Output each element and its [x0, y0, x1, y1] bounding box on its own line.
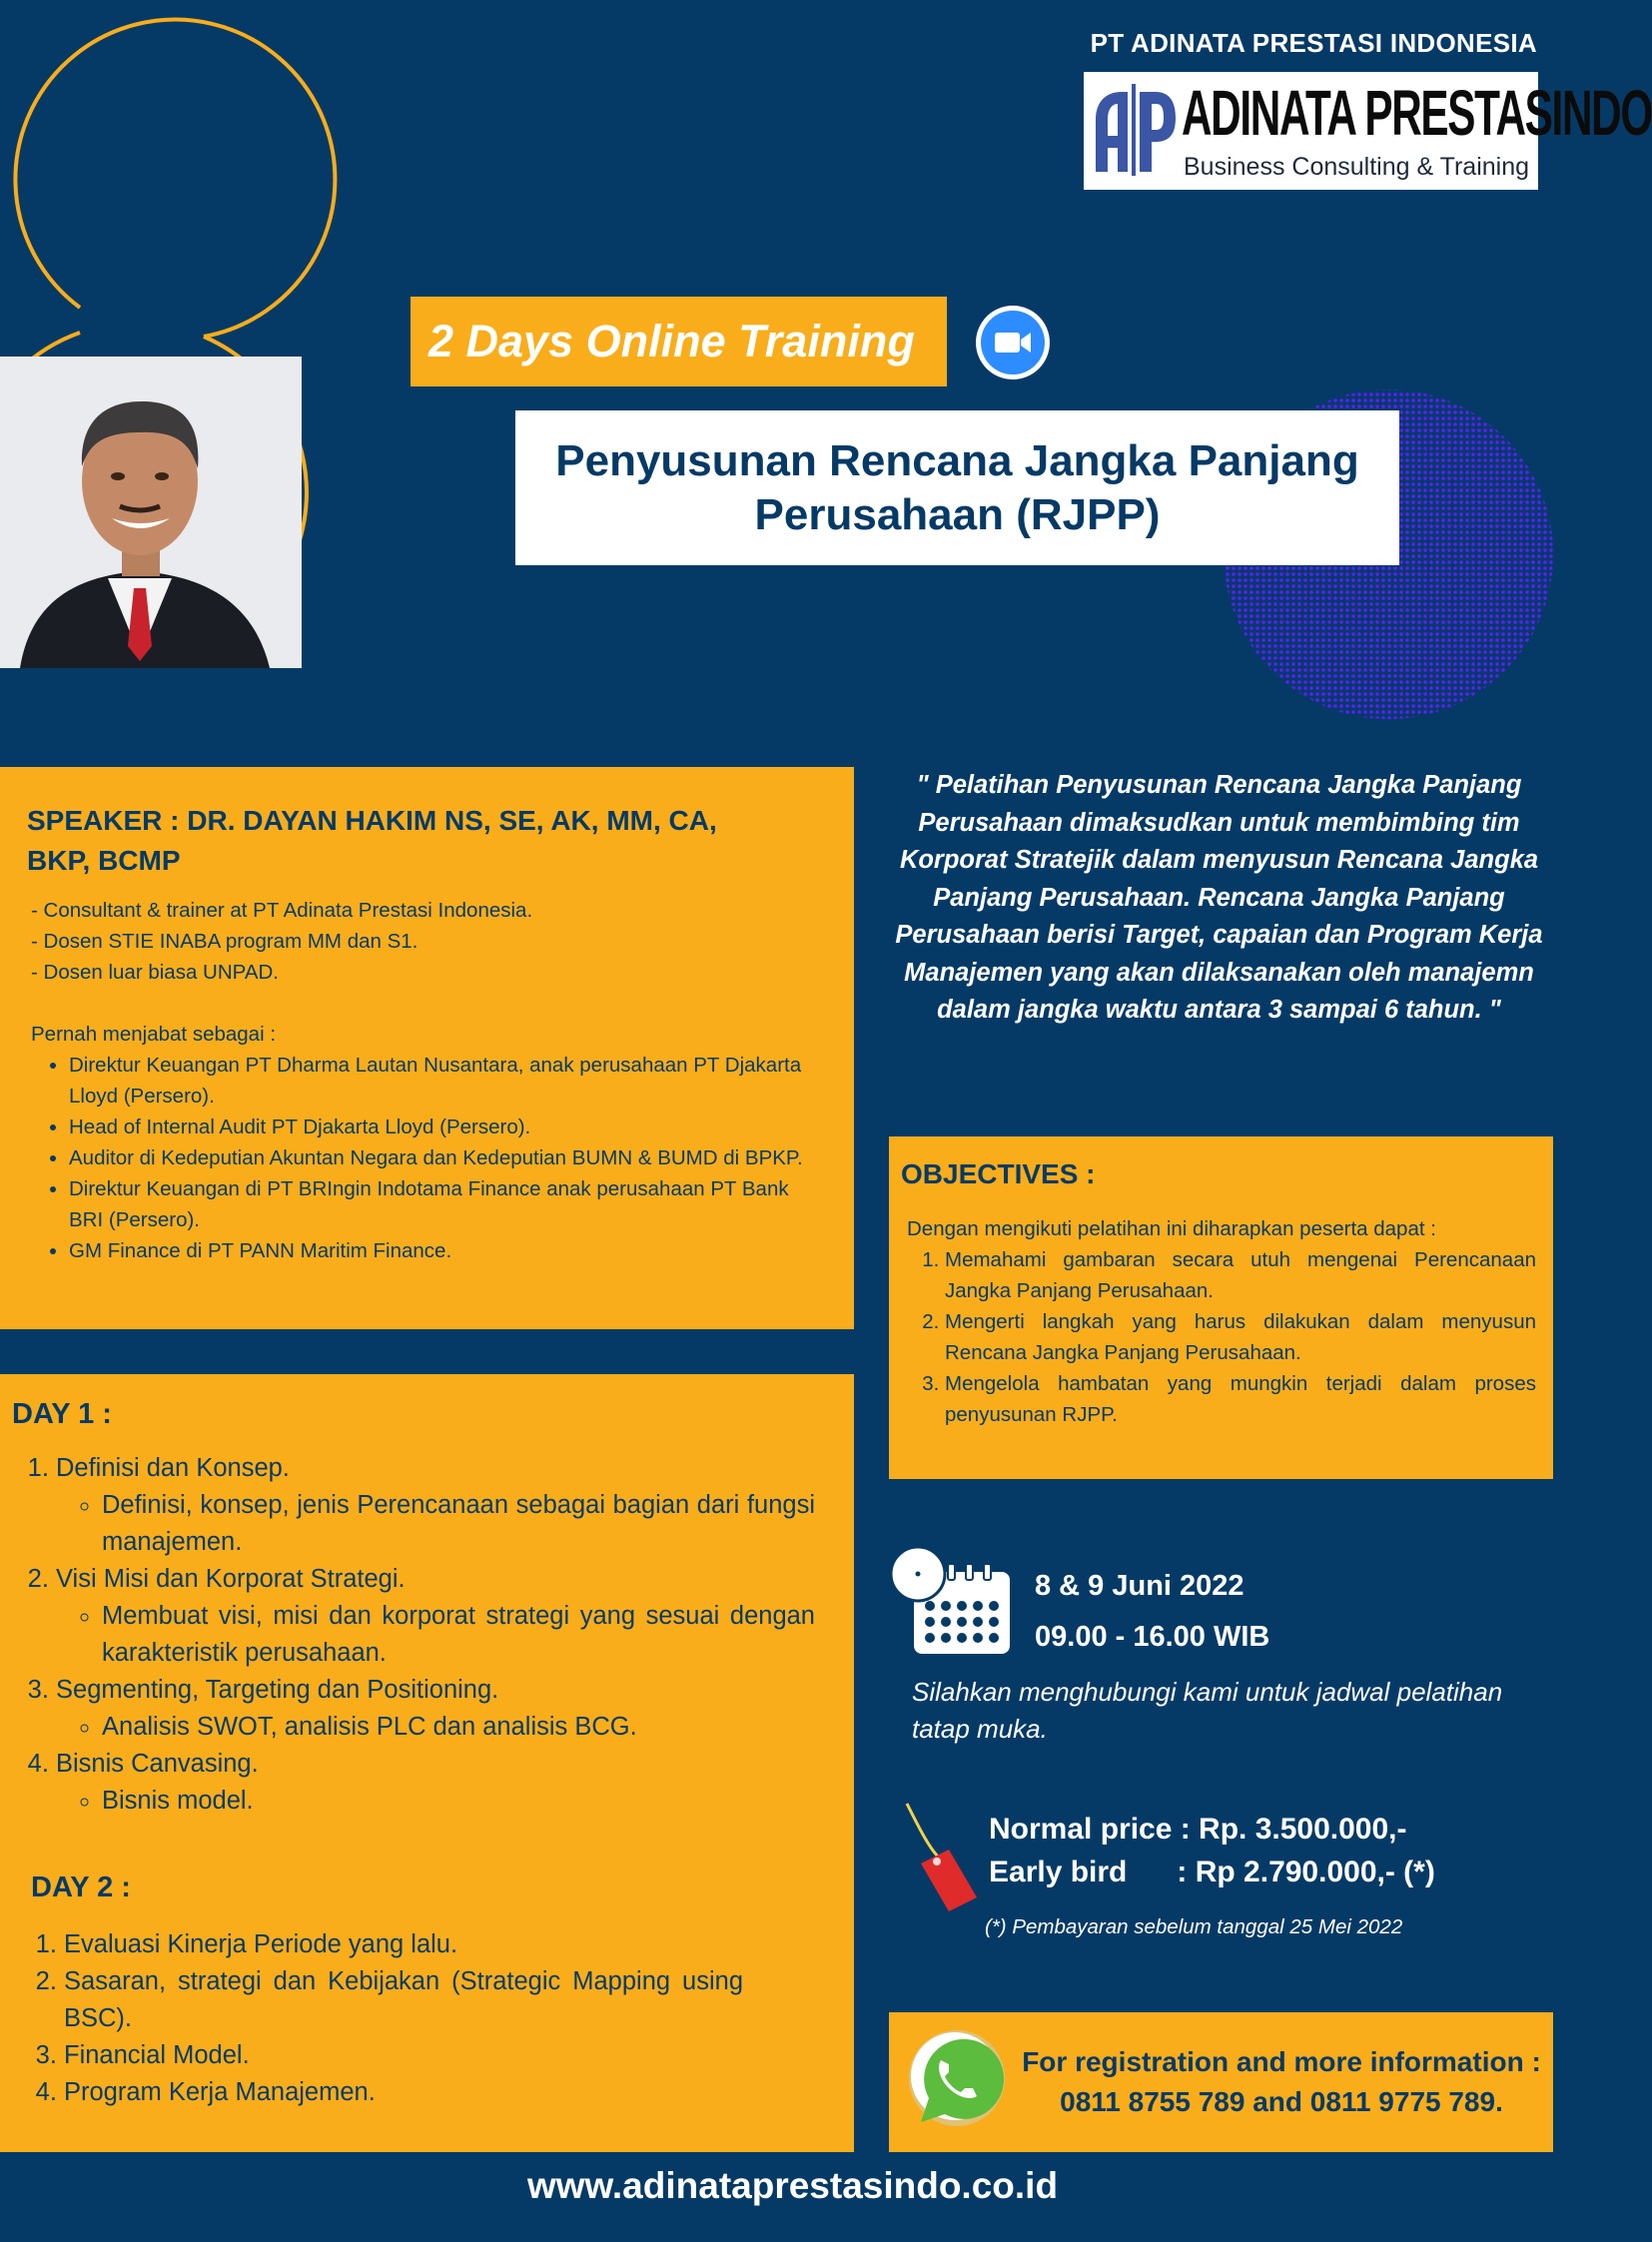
training-description: " Pelatihan Penyusunan Rencana Jangka Panjang Perusahaan dimaksudkan untuk membimbing tim Korporat Stratejik dalam menyusun Rencana Jangka Panjang Perusahaan. Rencana Jangka Panjang Perusahaan berisi Target, capaian dan Program Kerja Manajemen yang akan dilaksanakan oleh manajemn dalam jangka waktu antara 3 sampai 6 tahun. " — [895, 771, 1543, 1024]
objectives-heading: OBJECTIVES : — [901, 1158, 1096, 1189]
registration-section — [889, 2012, 1553, 2152]
logo-tagline: Business Consulting & Training — [1184, 153, 1530, 181]
company-name: PT ADINATA PRESTASI INDONESIA — [1090, 28, 1537, 58]
agenda-subitem: ◦ Definisi, konsep, jenis Perencanaan sebagai bagian dari fungsi manajemen. — [102, 1487, 815, 1561]
registration-phone[interactable]: 0811 8755 789 and 0811 9775 789. — [1060, 2086, 1503, 2117]
list-item: • Direktur Keuangan PT Dharma Lautan Nusantara, anak perusahaan PT Djakarta Lloyd (Persero). — [69, 1050, 820, 1112]
speaker-bio — [31, 895, 820, 1266]
bio-line: - Dosen STIE INABA program MM dan S1. — [31, 930, 418, 953]
list-item: • GM Finance di PT PANN Maritim Finance. — [69, 1235, 820, 1266]
day2-heading: DAY 2 : — [31, 1871, 131, 1903]
agenda-item-label: Definisi dan Konsep. — [56, 1454, 290, 1482]
positions-list — [31, 1050, 820, 1266]
logo-mark-icon — [1092, 80, 1178, 180]
objectives-list — [907, 1244, 1536, 1430]
list-item: 2. Mengerti langkah yang harus dilakukan dalam menyusun Rencana Jangka Panjang Perusahaan. — [945, 1306, 1536, 1368]
objectives-intro: Dengan mengikuti pelatihan ini diharapkan peserta dapat : — [907, 1217, 1436, 1240]
speaker-heading: SPEAKER : DR. DAYAN HAKIM NS, SE, AK, MM, CA, BKP, BCMP — [27, 805, 717, 876]
list-item: 4. Program Kerja Manajemen. — [64, 2074, 743, 2111]
list-item: 3. Financial Model. — [64, 2037, 743, 2074]
price-tag-icon — [899, 1798, 979, 1917]
training-date: 8 & 9 Juni 2022 — [1035, 1570, 1244, 1602]
list-item: • Head of Internal Audit PT Djakarta Lloyd (Persero). — [69, 1112, 820, 1142]
agenda-subitem: ◦ Membuat visi, misi dan korporat strategi yang sesuai dengan karakteristik perusahaan. — [102, 1598, 815, 1672]
calendar-clock-icon — [890, 1546, 1014, 1656]
price-note: (*) Pembayaran sebelum tanggal 25 Mei 2022 — [985, 1915, 1403, 1938]
video-camera-icon — [976, 306, 1050, 379]
speaker-photo — [0, 357, 302, 668]
website-link[interactable]: www.adinataprestasindo.co.id — [526, 2165, 1059, 2206]
list-item — [56, 1450, 815, 1561]
agenda-item-label: Segmenting, Targeting dan Positioning. — [56, 1676, 499, 1704]
agenda-subitem: ◦ Analisis SWOT, analisis PLC dan analisis BCG. — [102, 1709, 815, 1746]
early-bird-price: Early bird : Rp 2.790.000,- (*) — [989, 1856, 1435, 1888]
list-item: 2. Sasaran, strategi dan Kebijakan (Strategic Mapping using BSC). — [64, 1963, 743, 2037]
list-item: • Direktur Keuangan di PT BRIngin Indotama Finance anak perusahaan PT Bank BRI (Persero). — [69, 1173, 820, 1235]
list-item — [56, 1746, 815, 1820]
logo-wordmark: ADINATA PRESTASINDO — [1182, 77, 1652, 149]
bio-line: - Consultant & trainer at PT Adinata Prestasi Indonesia. — [31, 899, 533, 922]
bio-line: - Dosen luar biasa UNPAD. — [31, 961, 279, 984]
list-item — [56, 1561, 815, 1672]
day2-agenda — [34, 1926, 743, 2111]
objectives-body — [907, 1213, 1536, 1430]
schedule-note: Silahkan menghubungi kami untuk jadwal pelatihan tatap muka. — [912, 1677, 1503, 1744]
positions-heading: Pernah menjabat sebagai : — [31, 1023, 277, 1046]
day1-agenda — [28, 1450, 815, 1820]
spacer — [31, 988, 820, 1019]
speaker-section — [0, 767, 854, 1329]
list-item: 3. Mengelola hambatan yang mungkin terjadi dalam proses penyusunan RJPP. — [945, 1368, 1536, 1430]
day1-heading: DAY 1 : — [12, 1398, 112, 1430]
training-time: 09.00 - 16.00 WIB — [1035, 1621, 1270, 1653]
normal-price: Normal price : Rp. 3.500.000,- — [989, 1813, 1407, 1846]
agenda-section — [0, 1374, 854, 2152]
page-title: Penyusunan Rencana Jangka Panjang Perusahaan (RJPP) — [515, 410, 1399, 565]
list-item: 1. Memahami gambaran secara utuh mengenai Perencanaan Jangka Panjang Perusahaan. — [945, 1244, 1536, 1306]
company-logo — [1084, 72, 1652, 190]
agenda-subitem: ◦ Bisnis model. — [102, 1783, 815, 1820]
list-item: 1. Evaluasi Kinerja Periode yang lalu. — [64, 1926, 743, 1963]
agenda-item-label: Visi Misi dan Korporat Strategi. — [56, 1565, 406, 1593]
list-item — [56, 1672, 815, 1746]
registration-line: For registration and more information : — [1022, 2046, 1541, 2077]
agenda-item-label: Bisnis Canvasing. — [56, 1750, 259, 1778]
objectives-section — [889, 1136, 1553, 1479]
training-badge: 2 Days Online Training — [411, 297, 947, 386]
whatsapp-icon — [901, 2026, 1009, 2134]
list-item: • Auditor di Kedeputian Akuntan Negara dan Kedeputian BUMN & BUMD di BPKP. — [69, 1142, 820, 1173]
